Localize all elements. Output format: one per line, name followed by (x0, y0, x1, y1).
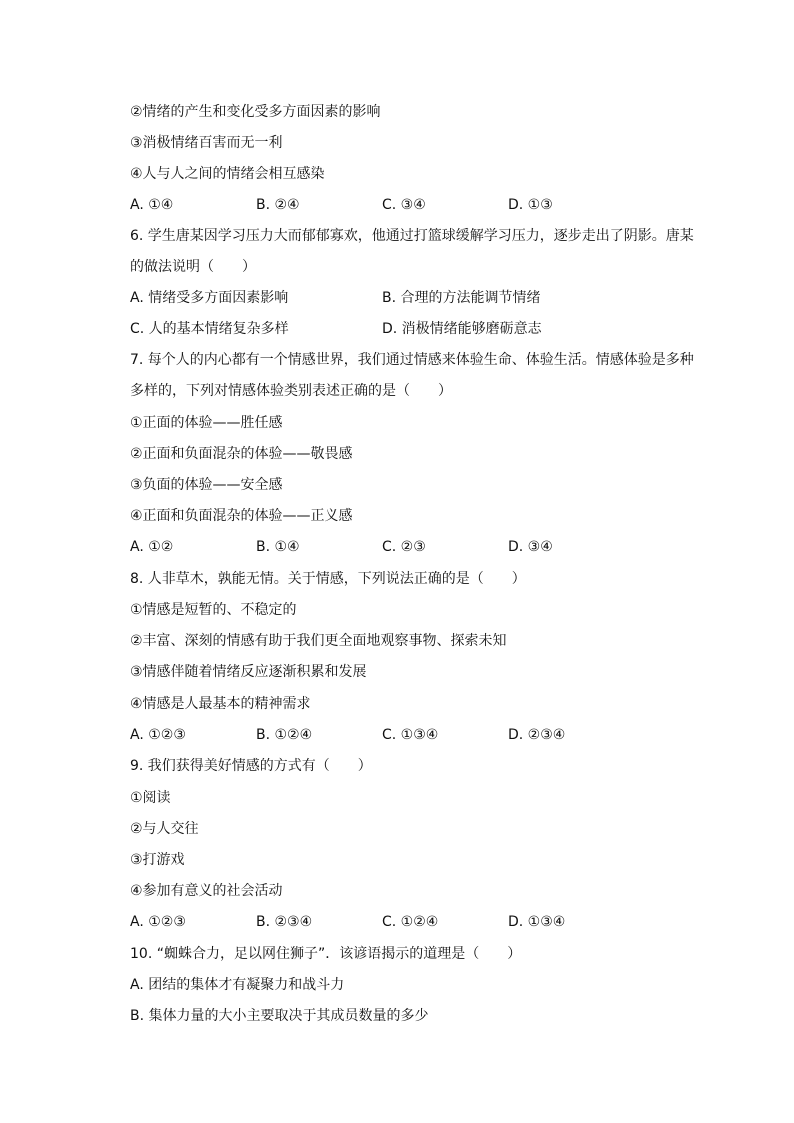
q5-option-c: C. ③④ (382, 197, 426, 213)
q6-stem-line2: 的做法说明（ ） (130, 259, 256, 275)
q9-stem: 9. 我们获得美好情感的方式有（ ） (130, 758, 372, 774)
q5-item-3: ③消极情绪百害而无一利 (130, 135, 283, 151)
q6-option-b: B. 合理的方法能调节情绪 (382, 290, 541, 306)
q5-item-2: ②情绪的产生和变化受多方面因素的影响 (130, 104, 381, 120)
q7-option-d: D. ③④ (508, 539, 553, 555)
q9-item-1: ①阅读 (130, 790, 171, 806)
q7-options (130, 537, 730, 557)
q7-option-c: C. ②③ (382, 539, 426, 555)
q7-option-a: A. ①② (130, 539, 174, 555)
q8-item-3: ③情感伴随着情绪反应逐渐积累和发展 (130, 664, 367, 680)
q9-item-4: ④参加有意义的社会活动 (130, 883, 283, 899)
q5-option-d: D. ①③ (508, 197, 553, 213)
q9-option-b: B. ②③④ (256, 914, 313, 930)
q8-options (130, 725, 730, 745)
q6-option-d: D. 消极情绪能够磨砺意志 (382, 321, 542, 337)
q5-option-b: B. ②④ (256, 197, 300, 213)
q8-option-a: A. ①②③ (130, 727, 186, 743)
q7-item-3: ③负面的体验——安全感 (130, 477, 283, 493)
q9-options (130, 912, 730, 932)
q9-item-3: ③打游戏 (130, 852, 185, 868)
q8-option-c: C. ①③④ (382, 727, 439, 743)
q7-item-1: ①正面的体验——胜任感 (130, 415, 283, 431)
q6-options-row1 (130, 288, 730, 308)
q9-option-d: D. ①③④ (508, 914, 566, 930)
q6-option-a: A. 情绪受多方面因素影响 (130, 290, 289, 306)
q8-item-4: ④情感是人最基本的精神需求 (130, 696, 311, 712)
q6-option-c: C. 人的基本情绪复杂多样 (130, 321, 289, 337)
q8-option-b: B. ①②④ (256, 727, 313, 743)
q8-item-2: ②丰富、深刻的情感有助于我们更全面地观察事物、探索未知 (130, 633, 507, 649)
q6-stem-line1: 6. 学生唐某因学习压力大而郁郁寡欢，他通过打篮球缓解学习压力，逐步走出了阴影。唐某 (130, 228, 694, 244)
q5-item-4: ④人与人之间的情绪会相互感染 (130, 166, 325, 182)
q10-option-a: A. 团结的集体才有凝聚力和战斗力 (130, 977, 345, 993)
q10-option-b: B. 集体力量的大小主要取决于其成员数量的多少 (130, 1008, 429, 1024)
q7-item-4: ④正面和负面混杂的体验——正义感 (130, 508, 353, 524)
q5-options (130, 195, 730, 215)
q7-item-2: ②正面和负面混杂的体验——敬畏感 (130, 446, 353, 462)
q9-option-a: A. ①②③ (130, 914, 186, 930)
q5-option-a: A. ①④ (130, 197, 174, 213)
q8-option-d: D. ②③④ (508, 727, 566, 743)
q9-item-2: ②与人交往 (130, 821, 199, 837)
q6-options-row2 (130, 319, 730, 339)
q7-stem-line1: 7. 每个人的内心都有一个情感世界，我们通过情感来体验生命、体验生活。情感体验是多种 (130, 352, 694, 368)
q8-stem: 8. 人非草木，孰能无情。关于情感，下列说法正确的是（ ） (130, 571, 526, 587)
q7-option-b: B. ①④ (256, 539, 300, 555)
q10-stem: 10. “蜘蛛合力，足以网住狮子”．该谚语揭示的道理是（ ） (130, 946, 522, 962)
q8-item-1: ①情感是短暂的、不稳定的 (130, 602, 297, 618)
q7-stem-line2: 多样的，下列对情感体验类别表述正确的是（ ） (130, 383, 452, 399)
q9-option-c: C. ①②④ (382, 914, 439, 930)
